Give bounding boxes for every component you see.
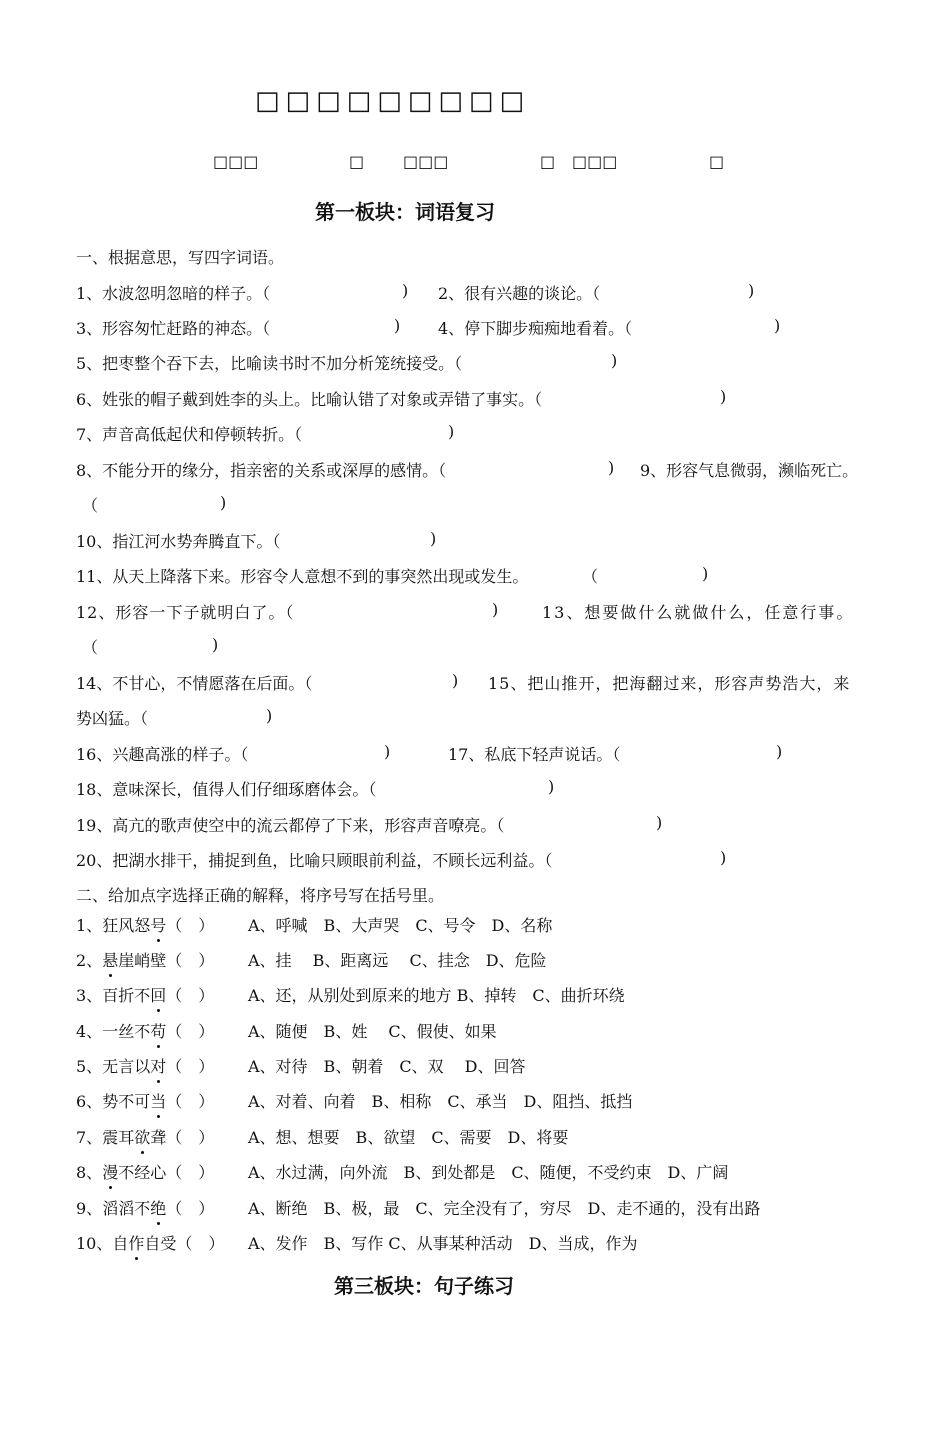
definition-text: 16、兴趣高涨的样子。（ — [76, 745, 249, 764]
choice-options: A、想、想要 B、欲望 C、需要 D、将要 — [248, 1128, 569, 1147]
answer-bracket[interactable]: （ ） — [166, 1199, 215, 1218]
dotted-character: 悬 — [102, 948, 118, 971]
answer-bracket[interactable]: ) — [720, 848, 727, 867]
answer-bracket[interactable]: ) — [611, 351, 618, 370]
definition-text: 8、不能分开的缘分，指亲密的关系或深厚的感情。（ — [76, 461, 447, 480]
definition-text: 14、不甘心，不情愿落在后面。（ — [76, 674, 313, 693]
idiom-text: 一丝不 — [102, 1022, 151, 1041]
definition-text: 15、把山推开，把海翻过来，形容声势浩大，来 — [488, 674, 851, 693]
answer-bracket[interactable]: ) — [402, 281, 409, 300]
idiom-text: 无言以 — [102, 1057, 151, 1076]
answer-bracket[interactable]: （ ） — [166, 951, 215, 970]
answer-bracket[interactable]: ) — [656, 813, 663, 832]
dotted-character: 号 — [150, 913, 166, 936]
answer-bracket[interactable]: ) — [220, 493, 227, 512]
answer-bracket[interactable]: （ ） — [166, 1057, 215, 1076]
definition-text: 19、高亢的歌声使空中的流云都停了下来，形容声音嘹亮。（ — [76, 816, 505, 835]
answer-bracket[interactable]: ) — [212, 635, 219, 654]
choice-number: 6、 — [76, 1092, 103, 1111]
question-heading-1: 一、根据意思，写四字词语。 — [76, 248, 285, 267]
answer-bracket[interactable]: ) — [448, 422, 455, 441]
dotted-character: 作 — [128, 1231, 144, 1254]
choice-number: 1、 — [76, 916, 103, 935]
definition-text: 4、停下脚步痴痴地看着。（ — [438, 319, 633, 338]
dotted-character: 欲 — [134, 1125, 150, 1148]
dotted-character: 绝 — [150, 1196, 166, 1219]
answer-bracket[interactable]: （ ） — [166, 1163, 215, 1182]
definition-text: 9、形容气息微弱，濒临死亡。 — [640, 461, 859, 480]
choice-number: 3、 — [76, 986, 103, 1005]
info-label-3: □□□ — [403, 152, 449, 171]
choice-options: A、还，从别处到原来的地方 B、掉转 C、曲折环绕 — [248, 986, 625, 1005]
definition-text: 7、声音高低起伏和停顿转折。（ — [76, 425, 303, 444]
idiom-text: 自受 — [144, 1234, 177, 1253]
definition-text: 3、形容匆忙赶路的神态。（ — [76, 319, 271, 338]
idiom-text: 狂风怒 — [102, 916, 151, 935]
choice-options: A、对待 B、朝着 C、双 D、回答 — [248, 1057, 526, 1076]
answer-bracket-open[interactable]: （ — [582, 567, 599, 586]
choice-options: A、呼喊 B、大声哭 C、号令 D、名称 — [248, 916, 553, 935]
choice-options: A、挂 B、距离远 C、挂念 D、危险 — [248, 951, 547, 970]
idiom-text: 滔滔不 — [102, 1199, 151, 1218]
definition-text: 12、形容一下子就明白了。（ — [76, 603, 295, 622]
definition-text: 20、把湖水排干，捕捉到鱼，比喻只顾眼前利益，不顾长远利益。（ — [76, 851, 553, 870]
dotted-character: 回 — [150, 983, 166, 1006]
choice-options: A、随便 B、姓 C、假使、如果 — [248, 1022, 497, 1041]
dotted-character: 对 — [150, 1054, 166, 1077]
answer-bracket[interactable]: ) — [430, 529, 437, 548]
answer-bracket[interactable]: （ ） — [166, 986, 215, 1005]
answer-bracket[interactable]: ) — [492, 600, 499, 619]
info-label-4: □ — [540, 152, 556, 171]
choice-number: 7、 — [76, 1128, 103, 1147]
dotted-character: 苟 — [150, 1019, 166, 1042]
idiom-text: 势不可 — [102, 1092, 151, 1111]
answer-bracket[interactable]: ) — [774, 316, 781, 335]
definition-text: 势凶猛。（ — [76, 709, 149, 728]
idiom-text: 自 — [112, 1234, 129, 1253]
answer-bracket[interactable]: （ ） — [166, 1128, 215, 1147]
choice-options: A、对着、向着 B、相称 C、承当 D、阻挡、抵挡 — [248, 1092, 633, 1111]
idiom-text: 崖峭壁 — [118, 951, 167, 970]
info-label-1: □□□ — [213, 152, 259, 171]
choice-options: A、水过满，向外流 B、到处都是 C、随便，不受约束 D、广阔 — [248, 1163, 729, 1182]
answer-bracket[interactable]: ) — [776, 742, 783, 761]
definition-text: 2、很有兴趣的谈论。（ — [438, 284, 601, 303]
answer-bracket[interactable]: ) — [452, 671, 459, 690]
definition-text: 10、指江河水势奔腾直下。（ — [76, 532, 281, 551]
definition-text: 17、私底下轻声说话。（ — [448, 745, 621, 764]
definition-text: 5、把枣整个吞下去，比喻读书时不加分析笼统接受。（ — [76, 354, 463, 373]
page-title: □□□□□□□□□ — [254, 86, 531, 116]
section-title-1: 第一板块：词语复习 — [315, 200, 495, 224]
answer-bracket[interactable]: ) — [748, 281, 755, 300]
answer-bracket[interactable]: （ ） — [166, 916, 215, 935]
choice-number: 8、 — [76, 1163, 103, 1182]
answer-bracket-open[interactable]: （ — [82, 496, 99, 515]
answer-bracket[interactable]: ) — [702, 564, 709, 583]
answer-bracket[interactable]: ) — [384, 742, 391, 761]
choice-number: 2、 — [76, 951, 103, 970]
info-label-2: □ — [349, 152, 365, 171]
answer-bracket[interactable]: ) — [394, 316, 401, 335]
choice-options: A、断绝 B、极，最 C、完全没有了，穷尽 D、走不通的，没有出路 — [248, 1199, 761, 1218]
answer-bracket[interactable]: ) — [266, 706, 273, 725]
info-label-5: □□□ — [572, 152, 618, 171]
idiom-text: 百折不 — [102, 986, 151, 1005]
idiom-text: 震耳 — [102, 1128, 135, 1147]
definition-text: 18、意味深长，值得人们仔细琢磨体会。（ — [76, 780, 377, 799]
question-heading-2: 二、给加点字选择正确的解释，将序号写在括号里。 — [76, 886, 445, 905]
definition-text: 11、从天上降落下来。形容令人意想不到的事突然出现或发生。 — [76, 567, 529, 586]
choice-number: 4、 — [76, 1022, 103, 1041]
definition-text: 6、姓张的帽子戴到姓李的头上。比喻认错了对象或弄错了事实。（ — [76, 390, 543, 409]
idiom-text: 不经心 — [118, 1163, 167, 1182]
dotted-character: 漫 — [102, 1160, 118, 1183]
definition-text: 1、水波忽明忽暗的样子。（ — [76, 284, 271, 303]
choice-number: 5、 — [76, 1057, 103, 1076]
answer-bracket[interactable]: （ ） — [166, 1022, 215, 1041]
idiom-text: 聋 — [150, 1128, 167, 1147]
answer-bracket-open[interactable]: （ — [82, 638, 99, 657]
answer-bracket[interactable]: （ ） — [176, 1234, 225, 1253]
answer-bracket[interactable]: ) — [548, 777, 555, 796]
choice-options: A、发作 B、写作 C、从事某种活动 D、当成，作为 — [248, 1234, 638, 1253]
definition-text: 13、想要做什么就做什么，任意行事。 — [542, 603, 855, 622]
choice-number: 9、 — [76, 1199, 103, 1218]
answer-bracket[interactable]: ) — [720, 387, 727, 406]
dotted-character: 当 — [150, 1089, 166, 1112]
section-title-3: 第三板块：句子练习 — [334, 1274, 514, 1298]
choice-number: 10、 — [76, 1234, 113, 1253]
answer-bracket[interactable]: （ ） — [166, 1092, 215, 1111]
info-label-6: □ — [709, 152, 725, 171]
answer-bracket[interactable]: ) — [608, 458, 615, 477]
